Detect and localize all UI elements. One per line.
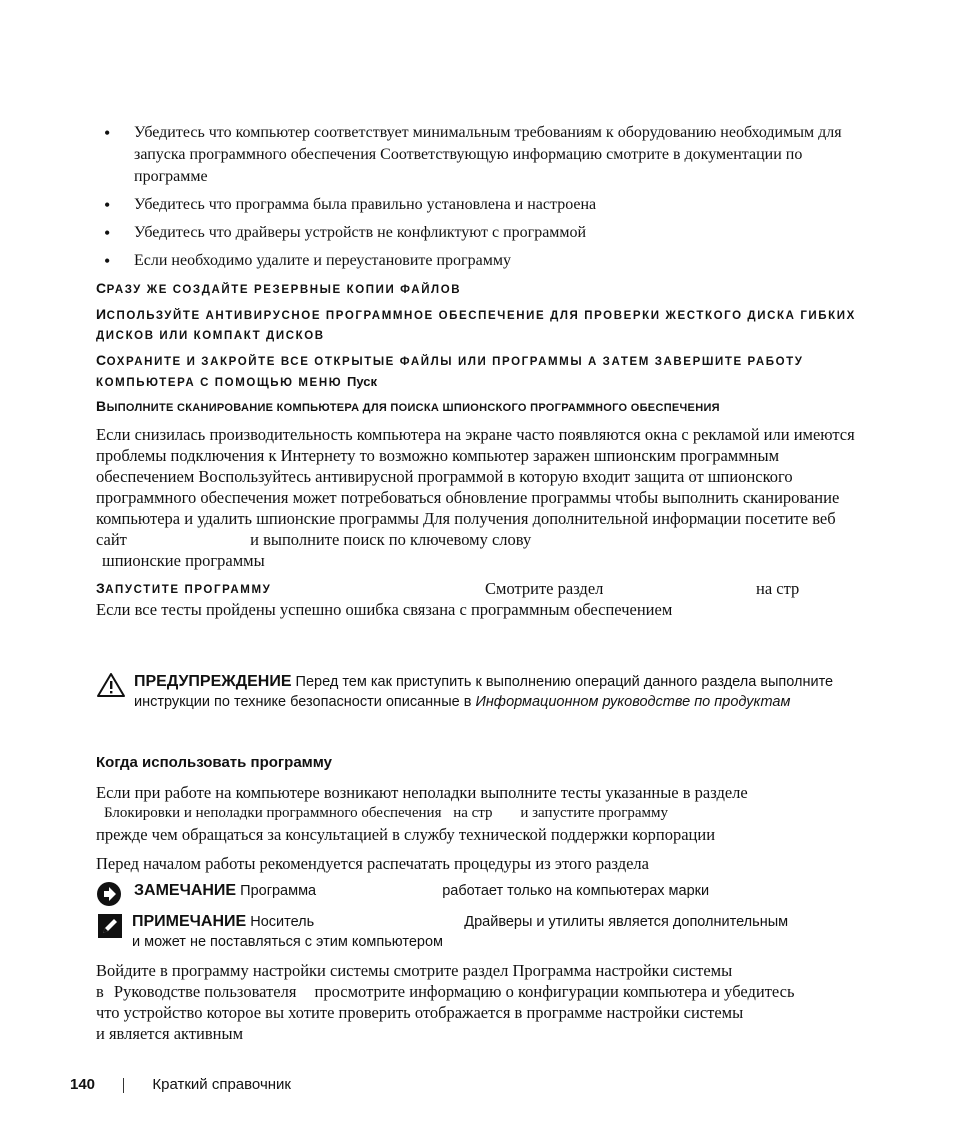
page-number: 140 [70, 1076, 96, 1093]
warning-label: ПРЕДУПРЕЖДЕНИЕ [134, 673, 292, 690]
list-item: • Если необходимо удалите и переустановите программу [104, 251, 511, 271]
warning-block: ПРЕДУПРЕЖДЕНИЕ Перед тем как приступить к выполнению операций данного раздела выполните инструкции по технике безопасности описанные в Информационном руководстве по продуктам [96, 672, 861, 712]
spyware-paragraph: Если снизилась производительность компьютера на экране часто появляются окна с рекламой или имеются проблемы подключения к Интернету то возможно компьютер заражен шпионским программным обеспечением Воспользуйтесь антивирусной программой в которую входит защита от шпионского программного обеспечения может потребоваться обновление программы чтобы выполнить сканирование компьютера и удалить шпионские программы Для получения дополнительной информации посетите веб сайт и выполните поиск по ключевому слову шпионские программы [96, 425, 855, 570]
footer-title: Краткий справочник [152, 1076, 291, 1093]
notice-block: ЗАМЕЧАНИЕ Программа работает только на компьютерах марки [96, 881, 866, 901]
setup-paragraph: Войдите в программу настройки системы смотрите раздел Программа настройки системы в Руководстве пользователя просмотрите информацию о конфигурации компьютера и убедитесь что устройство которое вы хотите проверить отображается в программе настройки системы и является активным [96, 961, 795, 1043]
print-paragraph: Перед началом работы рекомендуется распечатать процедуры из этого раздела [96, 854, 649, 873]
step-run-program: ЗАПУСТИТЕ ПРОГРАММУ Смотрите раздел на стр [96, 579, 800, 598]
list-item: • Убедитесь что программа была правильно установлена и настроена [104, 195, 597, 215]
when-paragraph: Если при работе на компьютере возникают неполадки выполните тесты указанные в разделе Блокировки и неполадки программного обеспечения на стр и запустите программу прежде чем обращаться за консультацией в службу технической поддержки корпорации [96, 783, 748, 844]
notice-icon [96, 881, 122, 913]
step-backup: СРАЗУ ЖЕ СОЗДАЙТЕ РЕЗЕРВНЫЕ КОПИИ ФАЙЛОВ [96, 280, 462, 296]
step-spyware: ВЫПОЛНИТЕ СКАНИРОВАНИЕ КОМПЬЮТЕРА ДЛЯ ПОИСКА ШПИОНСКОГО ПРОГРАММНОГО ОБЕСПЕЧЕНИЯ [96, 398, 720, 414]
warning-icon [96, 672, 126, 704]
list-item: • Убедитесь что драйверы устройств не конфликтуют с программой [104, 223, 587, 243]
page-footer [70, 1076, 291, 1093]
footer-divider [123, 1078, 124, 1093]
notice-label: ЗАМЕЧАНИЕ [134, 882, 237, 899]
requirements-list [96, 122, 866, 278]
note-block: ПРИМЕЧАНИЕ Носитель Драйверы и утилиты является дополнительным и может не поставляться с этим компьютером [96, 912, 861, 952]
tests-passed-text: Если все тесты пройдены успешно ошибка связана с программным обеспечением [96, 600, 673, 619]
step-antivirus: ИСПОЛЬЗУЙТЕ АНТИВИРУСНОЕ ПРОГРАММНОЕ ОБЕСПЕЧЕНИЕ ДЛЯ ПРОВЕРКИ ЖЕСТКОГО ДИСКА ГИБКИХ ДИСКОВ ИЛИ КОМПАКТ ДИСКОВ [96, 306, 856, 342]
pencil-icon [98, 914, 122, 944]
section-heading: Когда использовать программу [96, 754, 333, 771]
step-save-close: СОХРАНИТЕ И ЗАКРОЙТЕ ВСЕ ОТКРЫТЫЕ ФАЙЛЫ ИЛИ ПРОГРАММЫ А ЗАТЕМ ЗАВЕРШИТЕ РАБОТУ КОМПЬЮТЕРА С ПОМОЩЬЮ МЕНЮ Пуск [96, 352, 804, 389]
note-label: ПРИМЕЧАНИЕ [132, 913, 247, 930]
list-item: • Убедитесь что компьютер соответствует минимальным требованиям к оборудованию необходимым для запуска программного обеспечения Соответствующую информацию смотрите в документации по программе [104, 123, 842, 185]
